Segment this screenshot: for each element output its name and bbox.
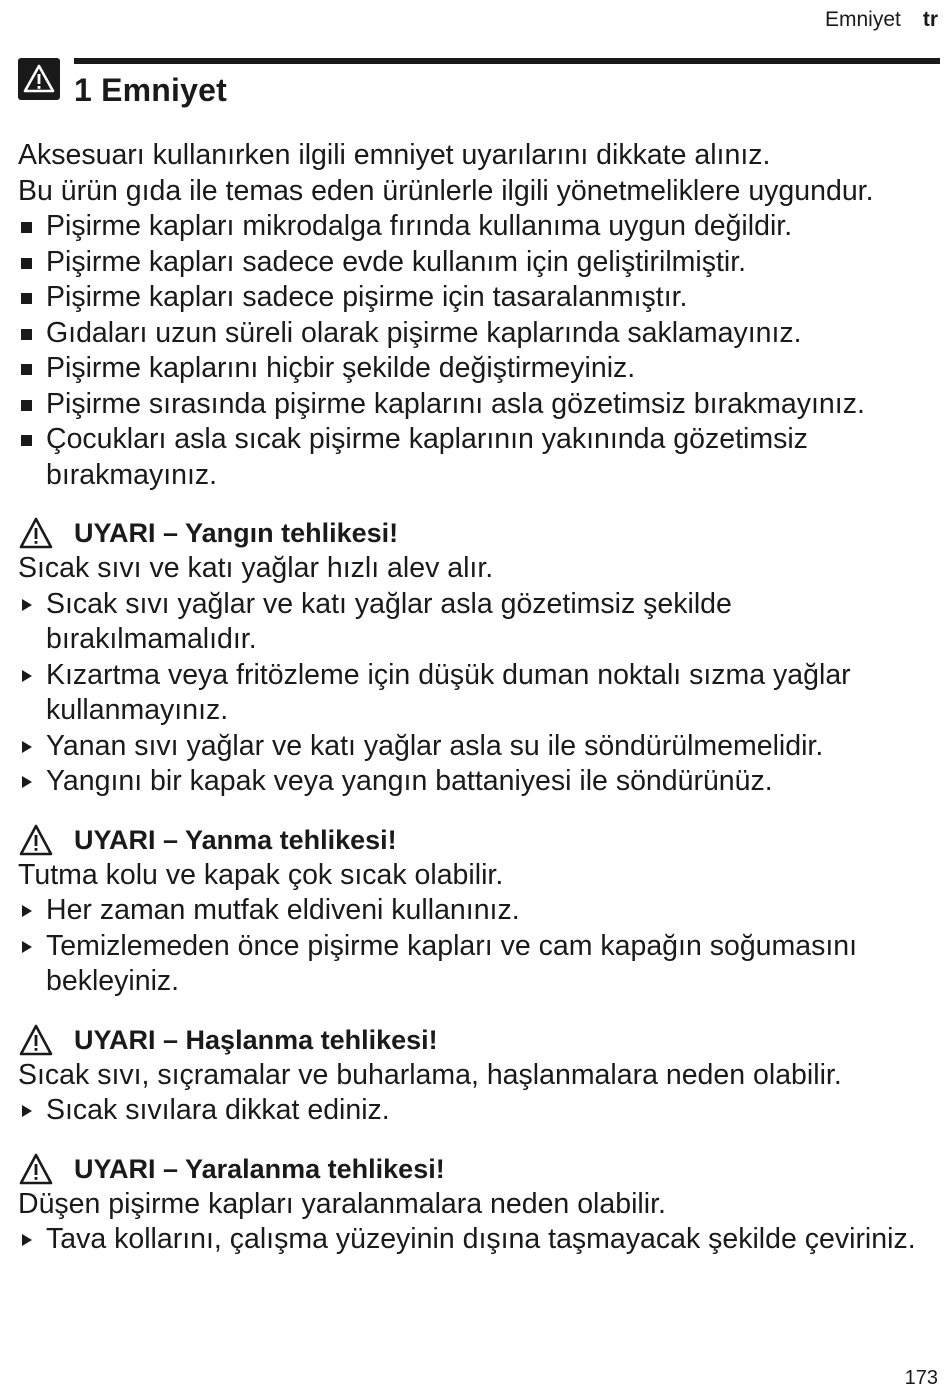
list-item: Sıcak sıvı yağlar ve katı yağlar asla gözetimsiz şekilde bırakılmamalıdır. [18,587,938,658]
warning-scald [18,1022,938,1129]
warning-heading: UYARI – Yangın tehlikesi! [18,515,938,551]
running-header-language: tr [922,8,938,31]
arrow-bullet-icon [22,941,32,953]
running-header [825,8,938,32]
square-bullet-icon [21,329,32,340]
list-item: Çocukları asla sıcak pişirme kaplarının yakınında gözetimsiz bırakmayınız. [18,422,938,493]
list-item: Tava kollarını, çalışma yüzeyinin dışına taşmayacak şekilde çeviriniz. [18,1222,938,1258]
warning-steps [18,1222,938,1258]
warning-fire [18,515,938,800]
square-bullet-icon [21,293,32,304]
warning-heading: UYARI – Yanma tehlikesi! [18,822,938,858]
list-item: Gıdaları uzun süreli olarak pişirme kaplarında saklamayınız. [18,316,938,352]
square-bullet-icon [21,435,32,446]
square-bullet-icon [21,258,32,269]
intro-paragraph: Aksesuarı kullanırken ilgili emniyet uyarılarını dikkate alınız. [18,139,771,171]
title-rule [74,58,940,64]
warning-text: Düşen pişirme kapları yaralanmalara neden olabilir. [18,1187,666,1220]
arrow-bullet-icon [22,1234,32,1246]
list-item: Temizlemeden önce pişirme kapları ve cam kapağın soğumasını bekleyiniz. [18,929,938,1000]
warning-triangle-box-icon [18,58,60,100]
square-bullet-icon [21,364,32,375]
list-item: Pişirme kapları sadece evde kullanım için geliştirilmiştir. [18,245,938,281]
warning-triangle-icon [18,823,54,857]
content [18,138,938,1258]
safety-bullet-list [18,209,938,493]
list-item: Pişirme kapları sadece pişirme için tasaralanmıştır. [18,280,938,316]
warning-burn [18,822,938,1000]
arrow-bullet-icon [22,1105,32,1117]
list-item: Pişirme kaplarını hiçbir şekilde değiştirmeyiniz. [18,351,938,387]
warning-steps [18,893,938,1000]
warning-injury [18,1151,938,1258]
warning-triangle-icon [18,1152,54,1186]
list-item: Pişirme sırasında pişirme kaplarını asla gözetimsiz bırakmayınız. [18,387,938,423]
warning-steps [18,587,938,800]
list-item: Yanan sıvı yağlar ve katı yağlar asla su ile söndürülmemelidir. [18,729,938,765]
warning-heading: UYARI – Yaralanma tehlikesi! [18,1151,938,1187]
warning-heading: UYARI – Haşlanma tehlikesi! [18,1022,938,1058]
warning-triangle-icon [18,516,54,550]
warning-text: Sıcak sıvı, sıçramalar ve buharlama, haşlanmalara neden olabilir. [18,1058,842,1091]
section-title [74,72,227,109]
square-bullet-icon [21,222,32,233]
arrow-bullet-icon [22,599,32,611]
warning-steps [18,1093,938,1129]
square-bullet-icon [21,400,32,411]
intro-paragraph: Bu ürün gıda ile temas eden ürünlerle ilgili yönetmeliklere uygundur. [18,174,874,207]
list-item: Pişirme kapları mikrodalga fırında kullanıma uygun değildir. [18,209,938,245]
warning-triangle-icon [18,1023,54,1057]
arrow-bullet-icon [22,670,32,682]
section-number: 1 [74,72,92,108]
running-header-section: Emniyet [824,8,901,31]
page-number: 173 [904,1367,938,1389]
list-item: Her zaman mutfak eldiveni kullanınız. [18,893,938,929]
warning-text: Sıcak sıvı ve katı yağlar hızlı alev alır. [18,552,494,584]
list-item: Yangını bir kapak veya yangın battaniyesi ile söndürünüz. [18,764,938,800]
list-item: Kızartma veya fritözleme için düşük duman noktalı sızma yağlar kullanmayınız. [18,658,938,729]
section-title-text: Emniyet [101,72,227,108]
list-item: Sıcak sıvılara dikkat ediniz. [18,1093,938,1129]
arrow-bullet-icon [22,776,32,788]
warning-text: Tutma kolu ve kapak çok sıcak olabilir. [18,858,504,891]
arrow-bullet-icon [22,905,32,917]
arrow-bullet-icon [22,741,32,753]
